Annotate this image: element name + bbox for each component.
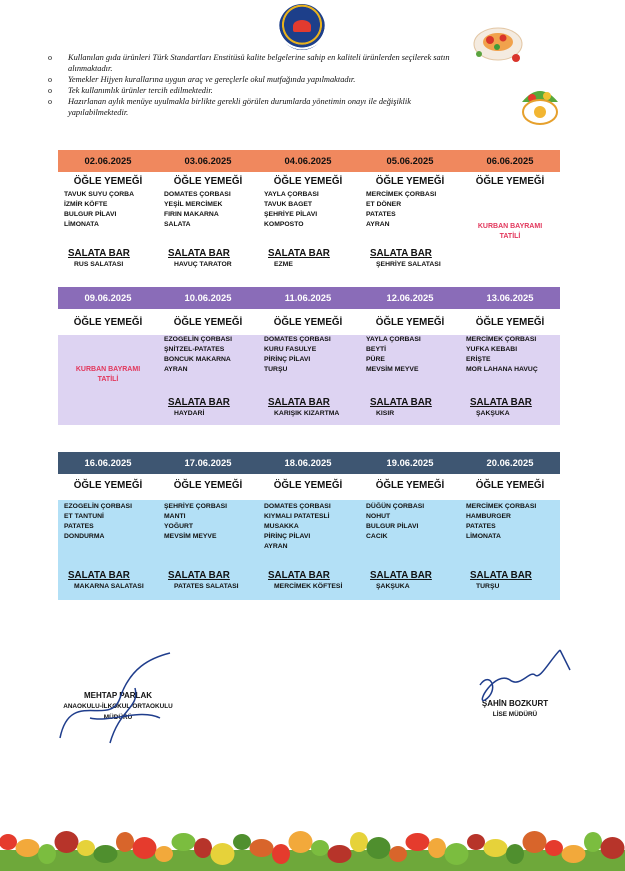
- salad-bar-label: SALATA BAR: [370, 570, 432, 581]
- holiday-line: TATİLİ: [499, 233, 521, 240]
- menu-item: MERCİMEK ÇORBASI: [466, 336, 537, 343]
- week-table: [58, 452, 560, 590]
- salad-bar-label: SALATA BAR: [168, 397, 230, 408]
- salad-bowl-icon: [518, 78, 562, 126]
- meal-header: ÖĞLE YEMEĞİ: [375, 317, 445, 328]
- week-body: [58, 335, 560, 425]
- menu-item: DOMATES ÇORBASI: [264, 503, 331, 510]
- day-date: 10.06.2025: [184, 292, 232, 303]
- menu-item: NOHUT: [366, 513, 391, 520]
- menu-item: PATATES: [466, 523, 496, 530]
- week-table: [58, 150, 560, 268]
- vegetable-border: [0, 820, 625, 871]
- meal-header: ÖĞLE YEMEĞİ: [273, 317, 343, 328]
- menu-item: KURU FASULYE: [264, 346, 317, 353]
- salad-item: HAYDARİ: [174, 410, 205, 417]
- menu-item: BONCUK MAKARNA: [164, 356, 231, 363]
- menu-item: MERCİMEK ÇORBASI: [366, 191, 437, 198]
- menu-item: PİRİNÇ PİLAVI: [264, 533, 311, 540]
- menu-item: ŞEHRİYE PİLAVI: [264, 211, 318, 218]
- school-logo: [279, 4, 325, 50]
- vegetable-shape: [250, 839, 274, 857]
- vegetable-shape: [445, 843, 469, 865]
- salad-item: PATATES SALATASI: [174, 583, 239, 590]
- vegetable-shape: [584, 832, 602, 852]
- menu-item: ERİŞTE: [466, 356, 491, 363]
- handwritten-signature-left: [50, 648, 180, 748]
- holiday-note: [58, 365, 158, 385]
- note-item: o Tek kullanımlık ürünler tercih edilmektedir.: [48, 85, 468, 96]
- notes-list: [48, 52, 468, 118]
- vegetable-shape: [155, 846, 173, 862]
- vegetable-shape: [172, 833, 196, 851]
- menu-item: TURŞU: [264, 366, 288, 373]
- vegetable-shape: [506, 844, 524, 864]
- salad-bar-label: SALATA BAR: [470, 397, 532, 408]
- menu-item: MANTI: [164, 513, 186, 520]
- menu-item: MEVSİM MEYVE: [366, 366, 419, 373]
- day-date: 02.06.2025: [84, 155, 132, 166]
- vegetable-shape: [94, 845, 118, 863]
- menu-item: PİRİNÇ PİLAVI: [264, 356, 311, 363]
- holiday-line: KURBAN BAYRAMI: [75, 366, 141, 373]
- meal-header: ÖĞLE YEMEĞİ: [173, 480, 243, 491]
- vegetable-shape: [523, 831, 547, 853]
- salad-bar-label: SALATA BAR: [168, 570, 230, 581]
- salad-bar-label: SALATA BAR: [168, 248, 230, 259]
- day-date: 09.06.2025: [84, 292, 132, 303]
- menu-item: YAYLA ÇORBASI: [264, 191, 319, 198]
- menu-item: DOMATES ÇORBASI: [164, 191, 231, 198]
- menu-item: AYRAN: [164, 366, 188, 373]
- note-item: o Yemekler Hijyen kurallarına uygun araç ve gereçlerle okul mutfağında yapılmaktadır.: [48, 74, 468, 85]
- menu-item: ŞNİTZEL-PATATES: [164, 346, 225, 353]
- menu-item: MEVSİM MEYVE: [164, 533, 217, 540]
- salad-bar-label: SALATA BAR: [268, 397, 330, 408]
- vegetable-shape: [38, 844, 56, 864]
- day-date: 05.06.2025: [386, 155, 434, 166]
- salad-item: KARIŞIK KIZARTMA: [274, 410, 340, 417]
- menu-item: EZOGELİN ÇORBASI: [64, 503, 132, 510]
- meal-header: ÖĞLE YEMEĞİ: [173, 317, 243, 328]
- vegetable-shape: [272, 844, 290, 864]
- salad-bar-label: SALATA BAR: [370, 248, 432, 259]
- signature-name: MEHTAP PARLAK: [84, 691, 152, 700]
- vegetable-shape: [328, 845, 352, 863]
- meal-header: ÖĞLE YEMEĞİ: [73, 176, 143, 187]
- menu-item: DÜĞÜN ÇORBASI: [366, 503, 425, 510]
- vegetable-shape: [116, 832, 134, 852]
- vegetable-shape: [428, 838, 446, 858]
- day-date: 16.06.2025: [84, 457, 132, 468]
- meal-header: ÖĞLE YEMEĞİ: [475, 480, 545, 491]
- meal-header: ÖĞLE YEMEĞİ: [475, 176, 545, 187]
- day-date: 11.06.2025: [284, 292, 332, 303]
- week-table: [58, 287, 560, 417]
- week-body: [58, 500, 560, 600]
- menu-item: KOMPOSTO: [264, 221, 304, 228]
- menu-item: FIRIN MAKARNA: [164, 211, 219, 218]
- signature-title: LİSE MÜDÜRÜ: [492, 711, 538, 718]
- vegetable-shape: [545, 840, 563, 856]
- vegetable-shape: [55, 831, 79, 853]
- menu-item: YOĞURT: [164, 523, 194, 530]
- salad-bar-label: SALATA BAR: [68, 570, 130, 581]
- menu-item: BULGUR PİLAVI: [366, 523, 419, 530]
- salad-bar-label: SALATA BAR: [268, 248, 330, 259]
- week-header: [58, 150, 560, 172]
- salad-bar-label: SALATA BAR: [68, 248, 130, 259]
- meal-header: ÖĞLE YEMEĞİ: [475, 317, 545, 328]
- vegetable-shape: [289, 831, 313, 853]
- menu-item: CACIK: [366, 533, 388, 540]
- vegetable-shape: [562, 845, 586, 863]
- salad-bar-label: SALATA BAR: [268, 570, 330, 581]
- food-plate-icon: [470, 18, 526, 66]
- vegetable-shape: [484, 839, 508, 857]
- vegetable-shape: [367, 837, 391, 859]
- menu-item: SALATA: [164, 221, 191, 228]
- meal-header: ÖĞLE YEMEĞİ: [73, 317, 143, 328]
- day-date: 03.06.2025: [184, 155, 232, 166]
- meal-header: ÖĞLE YEMEĞİ: [173, 176, 243, 187]
- vegetable-shape: [211, 843, 235, 865]
- salad-item: ŞAKŞUKA: [376, 583, 410, 590]
- menu-item: LİMONATA: [466, 533, 501, 540]
- meal-header: ÖĞLE YEMEĞİ: [273, 176, 343, 187]
- vegetable-shape: [194, 838, 212, 858]
- vegetable-shape: [233, 834, 251, 850]
- day-date: 17.06.2025: [184, 457, 232, 468]
- salad-item: HAVUÇ TARATOR: [174, 261, 232, 268]
- meal-header: ÖĞLE YEMEĞİ: [73, 480, 143, 491]
- salad-item: KISIR: [376, 410, 395, 417]
- menu-item: ET TANTUNİ: [64, 513, 104, 520]
- note-item: o Kullanılan gıda ürünleri Türk Standartları Enstitüsü kalite belgelerine sahip en kaliteli ürünlerden seçilerek satın alınmaktadır.: [48, 52, 468, 74]
- menu-item: İZMİR KÖFTE: [64, 201, 108, 208]
- signature-role: MÜDÜRÜ: [103, 714, 133, 721]
- holiday-note: [460, 222, 560, 242]
- menu-item: EZOGELİN ÇORBASI: [164, 336, 232, 343]
- salad-item: EZME: [274, 261, 293, 268]
- menu-item: YUFKA KEBABI: [466, 346, 518, 353]
- day-date: 20.06.2025: [486, 457, 534, 468]
- day-date: 13.06.2025: [486, 292, 534, 303]
- menu-item: TAVUK BAGET: [264, 201, 313, 208]
- menu-item: PATATES: [64, 523, 94, 530]
- menu-item: AYRAN: [264, 543, 288, 550]
- meal-header: ÖĞLE YEMEĞİ: [375, 176, 445, 187]
- menu-item: KIYMALI PATATESLİ: [264, 513, 330, 520]
- salad-item: TURŞU: [476, 583, 500, 590]
- vegetable-shape: [389, 846, 407, 862]
- menu-item: TAVUK SUYU ÇORBA: [64, 191, 134, 198]
- menu-item: BULGUR PİLAVI: [64, 211, 117, 218]
- handwritten-signature-right: [470, 640, 580, 710]
- menu-item: ET DÖNER: [366, 201, 402, 208]
- day-date: 19.06.2025: [386, 457, 434, 468]
- menu-item: DONDURMA: [64, 533, 105, 540]
- vegetable-shape: [350, 832, 368, 852]
- vegetable-shape: [133, 837, 157, 859]
- menu-item: MUSAKKA: [264, 523, 299, 530]
- menu-item: LİMONATA: [64, 221, 99, 228]
- vegetable-shape: [16, 839, 40, 857]
- menu-item: ŞEHRİYE ÇORBASI: [164, 503, 228, 510]
- week-body: [58, 172, 560, 280]
- menu-item: MOR LAHANA HAVUÇ: [466, 366, 538, 373]
- salad-item: MERCİMEK KÖFTESİ: [274, 583, 343, 590]
- salad-item: RUS SALATASI: [74, 261, 124, 268]
- day-date: 12.06.2025: [386, 292, 434, 303]
- note-item: o Hazırlanan aylık menüye uyulmakla birlikte gerekli görülen durumlarda yönetimin onayı ile değişiklik yapılabilmektedir.: [48, 96, 468, 118]
- salad-item: ŞEHRİYE SALATASI: [376, 261, 441, 268]
- vegetable-shape: [77, 840, 95, 856]
- holiday-line: KURBAN BAYRAMI: [477, 223, 543, 230]
- menu-item: YAYLA ÇORBASI: [366, 336, 421, 343]
- day-date: 04.06.2025: [284, 155, 332, 166]
- day-date: 06.06.2025: [486, 155, 534, 166]
- menu-item: MERCİMEK ÇORBASI: [466, 503, 537, 510]
- vegetable-shape: [0, 834, 17, 850]
- menu-item: YEŞİL MERCİMEK: [164, 201, 223, 208]
- signature-name: ŞAHİN BOZKURT: [481, 699, 549, 708]
- menu-item: DOMATES ÇORBASI: [264, 336, 331, 343]
- salad-bar-label: SALATA BAR: [470, 570, 532, 581]
- salad-item: ŞAKŞUKA: [476, 410, 510, 417]
- vegetable-shape: [467, 834, 485, 850]
- week-header: [58, 452, 560, 474]
- salad-item: MAKARNA SALATASI: [74, 583, 144, 590]
- menu-item: PÜRE: [366, 356, 385, 363]
- meal-header: ÖĞLE YEMEĞİ: [375, 480, 445, 491]
- menu-item: AYRAN: [366, 221, 390, 228]
- menu-item: HAMBURGER: [466, 513, 511, 520]
- vegetable-shape: [311, 840, 329, 856]
- vegetable-shape: [601, 837, 625, 859]
- week-header: [58, 287, 560, 309]
- meal-header: ÖĞLE YEMEĞİ: [273, 480, 343, 491]
- signature-title: ANAOKULU-İLKOKUL-ORTAOKULU: [63, 703, 173, 710]
- menu-item: BEYTİ: [366, 346, 387, 353]
- menu-item: PATATES: [366, 211, 396, 218]
- holiday-line: TATİLİ: [97, 376, 119, 383]
- vegetable-shape: [406, 833, 430, 851]
- salad-bar-label: SALATA BAR: [370, 397, 432, 408]
- day-date: 18.06.2025: [284, 457, 332, 468]
